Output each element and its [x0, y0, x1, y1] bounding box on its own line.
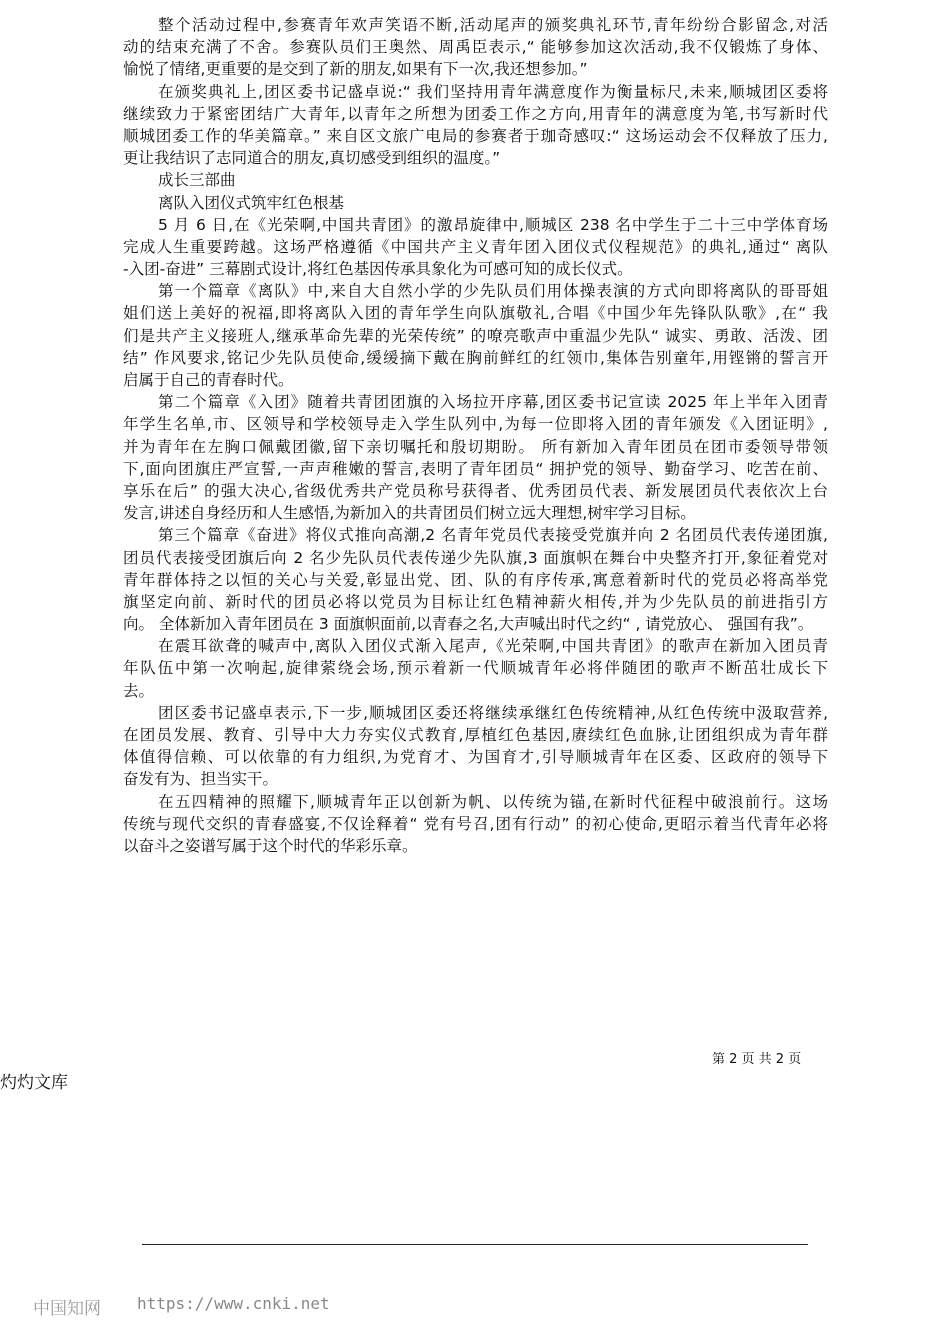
paragraph	[123, 214, 828, 281]
text-line: 在颁奖典礼上,团区委书记盛卓说:“ 我们坚持用青年满意度作为衡量标尺,未来,顺城团区委将	[158, 82, 828, 101]
text-line: 向。 全体新加入青年团员在 3 面旗帜面前,以青春之名,大声喊出时代之约“ , 请党放心、 强国有我”。	[123, 615, 814, 634]
text-line: 愉悦了情绪,更重要的是交到了新的朋友,如果有下一次,我还想参加。”	[123, 60, 588, 79]
text-line: 发言,讲述自身经历和人生感悟,为新加入的共青团员们树立远大理想,树牢学习目标。	[123, 504, 696, 523]
text-line: 第二个篇章《入团》随着共青团团旗的入场拉开序幕,团区委书记宣读 2025 年上半年入团青	[158, 393, 828, 412]
text-line: 第一个篇章《离队》中,来自大自然小学的少先队员们用体操表演的方式向即将离队的哥哥姐	[158, 282, 828, 301]
paragraph	[123, 791, 828, 858]
cnki-url-link[interactable]: https://www.cnki.net	[137, 1294, 330, 1313]
text-line: 顺城团委工作的华美篇章。” 来自区文旅广电局的参赛者于珈奇感叹:“ 这场运动会不仅释放了压力,	[123, 126, 828, 145]
text-line: 姐们送上美好的祝福,即将离队入团的青年学生向队旗敬礼,合唱《中国少年先锋队队歌》,在“ 我	[123, 304, 828, 323]
text-line: 离队入团仪式筑牢红色根基	[158, 193, 345, 212]
paragraph	[123, 702, 828, 791]
paragraph	[123, 14, 828, 81]
text-line: 启属于自己的青春时代。	[123, 371, 294, 389]
section-heading	[123, 169, 828, 191]
text-line: 结” 作风要求,铭记少先队员使命,缓缓摘下戴在胸前鲜红的红领巾,集体告别童年,用铿锵的誓言开	[123, 348, 828, 367]
text-line: 下,面向团旗庄严宣誓,一声声稚嫩的誓言,表明了青年团员“ 拥护党的领导、勤奋学习、吃苦在前、	[123, 459, 828, 478]
text-line: 在震耳欲聋的喊声中,离队入团仪式渐入尾声,《光荣啊,中国共青团》的歌声在新加入团员青	[158, 637, 828, 656]
paragraph	[123, 81, 828, 170]
footer-divider	[142, 1244, 808, 1245]
text-line: 旗坚定向前、新时代的团员必将以党员为目标让红色精神薪火相传,并为少先队员的前进指引方	[123, 592, 828, 611]
text-line: 第三个篇章《奋进》将仪式推向高潮,2 名青年党员代表接受党旗并向 2 名团员代表传递团旗,	[158, 526, 828, 545]
paragraph	[123, 635, 828, 702]
article-body	[123, 14, 828, 857]
watermark-text: 灼灼文库	[0, 1073, 68, 1093]
text-line: 完成人生重要跨越。这场严格遵循《中国共产主义青年团入团仪式仪程规范》的典礼,通过“ 离队	[123, 237, 828, 256]
text-line: 在团员发展、教育、引导中大力夯实仪式教育,厚植红色基因,赓续红色血脉,让团组织成为青年群	[123, 726, 828, 744]
text-line: 并为青年在左胸口佩戴团徽,留下亲切嘱托和殷切期盼。 所有新加入青年团员在团市委领导带领	[123, 437, 828, 456]
text-line: 成长三部曲	[158, 171, 236, 190]
text-line: 年学生名单,市、区领导和学校领导走入学生队列中,为每一位即将入团的青年颁发《入团证明》,	[123, 415, 828, 434]
text-line: 5 月 6 日,在《光荣啊,中国共青团》的激昂旋律中,顺城区 238 名中学生于二十三中学体育场	[158, 215, 828, 234]
paragraph	[123, 524, 828, 635]
text-line: 传统与现代交织的青春盛宴,不仅诠释着“ 党有号召,团有行动” 的初心使命,更昭示着当代青年必将	[123, 814, 828, 833]
paragraph	[123, 280, 828, 391]
text-line: 动的结束充满了不舍。参赛队员们王奥然、周禹臣表示,“ 能够参加这次活动,我不仅锻炼了身体、	[123, 38, 828, 57]
cnki-logo-text: 中国知网	[33, 1299, 101, 1319]
text-line: 整个活动过程中,参赛青年欢声笑语不断,活动尾声的颁奖典礼环节,青年纷纷合影留念,对活	[158, 16, 828, 34]
page-number: 第 2 页 共 2 页	[712, 1052, 802, 1067]
text-line: 们是共产主义接班人,继承革命先辈的光荣传统” 的嘹亮歌声中重温少先队“ 诚实、勇敢、活泼、团	[123, 326, 828, 345]
text-line: -入团-奋进” 三幕剧式设计,将红色基因传承具象化为可感可知的成长仪式。	[123, 260, 633, 279]
text-line: 继续致力于紧密团结广大青年,以青年之所想为团委工作之方向,用青年的满意度为笔,书写新时代	[123, 104, 828, 123]
section-heading	[123, 192, 828, 214]
text-line: 团员代表接受团旗后向 2 名少先队员代表传递少先队旗,3 面旗帜在舞台中央整齐打开,象征着党对	[123, 548, 828, 567]
text-line: 去。	[123, 681, 155, 700]
text-line: 年队伍中第一次响起,旋律萦绕会场,预示着新一代顺城青年必将伴随团的歌声不断茁壮成长下	[123, 659, 828, 678]
text-line: 体值得信赖、可以依靠的有力组织,为党育才、为国育才,引导顺城青年在区委、区政府的领导下	[123, 748, 828, 767]
text-line: 在五四精神的照耀下,顺城青年正以创新为帆、以传统为锚,在新时代征程中破浪前行。这场	[158, 792, 828, 811]
text-line: 享乐在后” 的强大决心,省级优秀共产党员称号获得者、优秀团员代表、新发展团员代表依次上台	[123, 481, 828, 500]
text-line: 青年群体持之以恒的关心与关爱,彰显出党、团、队的有序传承,寓意着新时代的党员必将高举党	[123, 570, 828, 589]
text-line: 团区委书记盛卓表示,下一步,顺城团区委还将继续承继红色传统精神,从红色传统中汲取营养,	[158, 703, 828, 722]
text-line: 奋发有为、担当实干。	[123, 770, 279, 789]
text-line: 更让我结识了志同道合的朋友,真切感受到组织的温度。”	[123, 149, 501, 168]
text-line: 以奋斗之姿谱写属于这个时代的华彩乐章。	[123, 836, 418, 855]
paragraph	[123, 391, 828, 524]
